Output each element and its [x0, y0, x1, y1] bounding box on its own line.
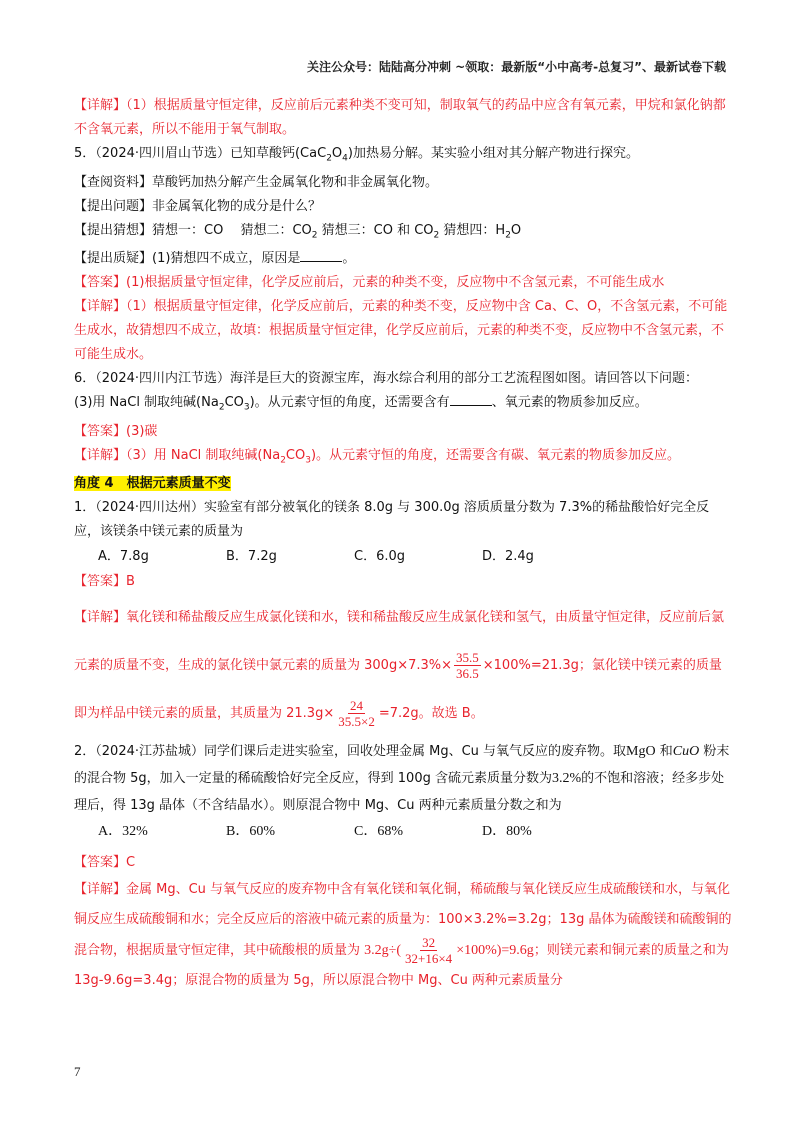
fraction: $\frac{32}{32+16\times 4}$	[405, 935, 453, 967]
question-6-stem: 6．（2024·四川内江节选）海洋是巨大的资源宝库，海水综合利用的部分工艺流程图如图。请回答以下问题：	[74, 371, 698, 387]
question-6-detail: 【详解】（3）用 NaCl 制取纯碱$(Na_2CO_3)$。从元素守恒的角度，还需要含有碳、氧元素的物质参加反应。	[74, 447, 681, 466]
choice-a: A．7.8g	[98, 549, 149, 565]
question-1-answer: 【答案】B	[74, 574, 135, 590]
answer-blank	[450, 391, 492, 406]
question-5-detail: 【详解】（1）根据质量守恒定律，化学反应前后，元素的种类不变，反应物中含 Ca、C、O，不含氢元素，不可能生成水，故猜想四不成立，故填：根据质量守恒定律，化学反应前后，元素的种类不变，反应物中不含氢元素，不可能生成水。	[74, 299, 728, 363]
section-heading: 角度 4 根据元素质量不变	[74, 476, 231, 492]
choice-b: B．7.2g	[226, 549, 277, 565]
page-content	[74, 94, 734, 996]
question-2-choices	[74, 819, 734, 845]
fraction: $\frac{35.5}{36.5}$	[456, 650, 479, 682]
detail-paragraph: 【详解】（1）根据质量守恒定律，反应前后元素种类不变可知，制取氧气的药品中应含有氧元素，甲烷和氯化钠都不含氧元素，所以不能用于氧气制取。	[74, 98, 726, 137]
answer-blank	[300, 247, 342, 262]
choice-c: C．68%	[354, 824, 403, 840]
question-1-choices	[74, 544, 734, 570]
question-6-answer: 【答案】(3)碳	[74, 423, 158, 439]
choice-d: D．2.4g	[482, 549, 534, 565]
question-2-detail: 【详解】金属 Mg、Cu 与氧气反应的废弃物中含有氧化镁和氧化铜，稀硫酸与氧化镁反应生成硫酸镁和水，与氧化铜反应生成硫酸铜和水；完全反应后的溶液中硫元素的质量为：100×3.2%=3.2g；13g 晶体为硫酸镁和硫酸铜的混合物，根据质量守恒定律，其中硫酸根的质量为 3.2g÷( $\frac{32}{32+16\times 4}$ ×100%)=9.6g；则镁元素和铜元素的质量之和为 13g-9.6g=3.4g；原混合物的质量为 5g，所以原混合物中 Mg、Cu 两种元素质量分	[74, 882, 732, 989]
choice-d: D．80%	[482, 824, 532, 840]
fraction: $\frac{24}{35.5\times 2}$	[338, 698, 375, 730]
question-1-detail: 【详解】氧化镁和稀盐酸反应生成氯化镁和水，镁和稀盐酸反应生成氯化镁和氢气，由质量守恒定律，反应前后氯元素的质量不变，生成的氯化镁中氯元素的质量为 300g×7.3%× $\frac{35.5}{36.5}$ ×100%=21.3g；氯化镁中镁元素的质量即为样品中镁元素的质量，其质量为 21.3g× $\frac{24}{35.5\times 2}$ =7.2g。故选 B。	[74, 610, 725, 730]
choice-a: A．32%	[98, 824, 148, 840]
page-header: 关注公众号：陆陆高分冲刺 ~领取：最新版“小中高考-总复习”、最新试卷下载	[307, 60, 726, 74]
question-1-stem: 1．（2024·四川达州）实验室有部分被氧化的镁条 8.0g 与 300.0g 溶质质量分数为 7.3%的稀盐酸恰好完全反应，该镁条中镁元素的质量为	[74, 500, 710, 540]
question-2-stem: 2．（2024·江苏盐城）同学们课后走进实验室，回收处理金属 Mg、Cu 与氧气反应的废弃物。取MgO 和CuO 粉末的混合物 5g，加入一定量的稀硫酸恰好完全反应，得到 100g 含硫元素质量分数为3.2%的不饱和溶液；经多步处理后，得 13g 晶体（不含结晶水）。则原混合物中 Mg、Cu 两种元素质量分数之和为	[74, 744, 730, 814]
question-5-doubt: 【提出质疑】(1)猜想四不成立，原因是 。	[74, 247, 734, 271]
question-5-answer: 【答案】(1)根据质量守恒定律，化学反应前后，元素的种类不变，反应物中不含氢元素，不可能生成水	[74, 275, 665, 291]
choice-c: C．6.0g	[354, 549, 406, 565]
question-5-guesses: 【提出猜想】猜想一：CO 猜想二：$CO_2$ 猜想三：CO 和 $CO_2$ 猜想四：$H_2O$	[74, 222, 522, 241]
question-5-stem: 5．（2024·四川眉山节选）已知草酸钙$(CaC_2O_4)$加热易分解。某实验小组对其分解产物进行探究。	[74, 146, 639, 164]
page-number: 7	[74, 1064, 81, 1079]
question-5-info: 【查阅资料】草酸钙加热分解产生金属氧化物和非金属氧化物。	[74, 174, 439, 190]
question-6-sub: (3)用 NaCl 制取纯碱$(Na_2CO_3)$。从元素守恒的角度，还需要含有 、氧元素的物质参加反应。	[74, 391, 734, 420]
question-5-question: 【提出问题】非金属氧化物的成分是什么？	[74, 198, 322, 214]
choice-b: B．60%	[226, 824, 275, 840]
question-2-answer: 【答案】C	[74, 855, 136, 871]
